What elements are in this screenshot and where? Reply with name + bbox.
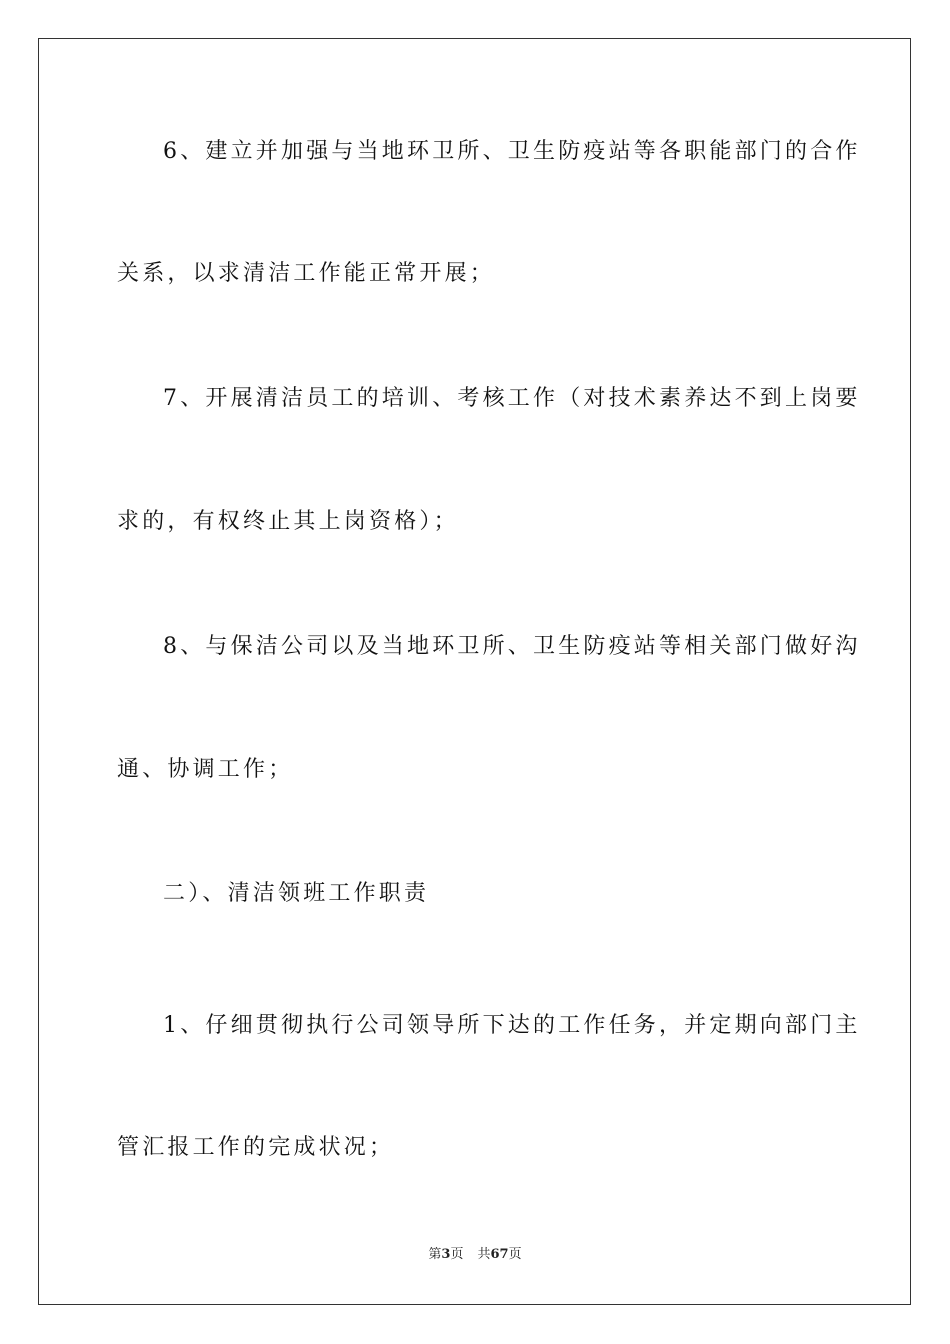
paragraph-8-line-1: 8、与保洁公司以及当地环卫所、卫生防疫站等相关部门做好沟 (163, 634, 861, 659)
paragraph-6-line-2: 关系，以求清洁工作能正常开展； (117, 261, 496, 286)
paragraph-8-line-2: 通、协调工作； (117, 757, 294, 782)
paragraph-7-line-2: 求的，有权终止其上岗资格）； (117, 509, 459, 534)
footer-page-prefix: 第 (428, 1247, 442, 1262)
footer-total-pages: 67 (490, 1247, 509, 1262)
footer-page-suffix: 页 (450, 1247, 464, 1262)
section-heading: 二）、清洁领班工作职责 (163, 881, 430, 906)
paragraph-7-line-1: 7、开展清洁员工的培训、考核工作（对技术素养达不到上岗要 (163, 386, 861, 411)
paragraph-6-line-1: 6、建立并加强与当地环卫所、卫生防疫站等各职能部门的合作 (163, 139, 861, 164)
footer-page-number: 3 (441, 1247, 451, 1262)
page-footer (0, 1246, 950, 1264)
footer-total-suffix: 页 (508, 1247, 522, 1262)
paragraph-1-line-1: 1、仔细贯彻执行公司领导所下达的工作任务，并定期向部门主 (163, 1013, 861, 1038)
paragraph-1-line-2: 管汇报工作的完成状况； (117, 1135, 395, 1160)
page-frame (38, 38, 911, 1305)
footer-total-prefix: 共 (477, 1247, 491, 1262)
